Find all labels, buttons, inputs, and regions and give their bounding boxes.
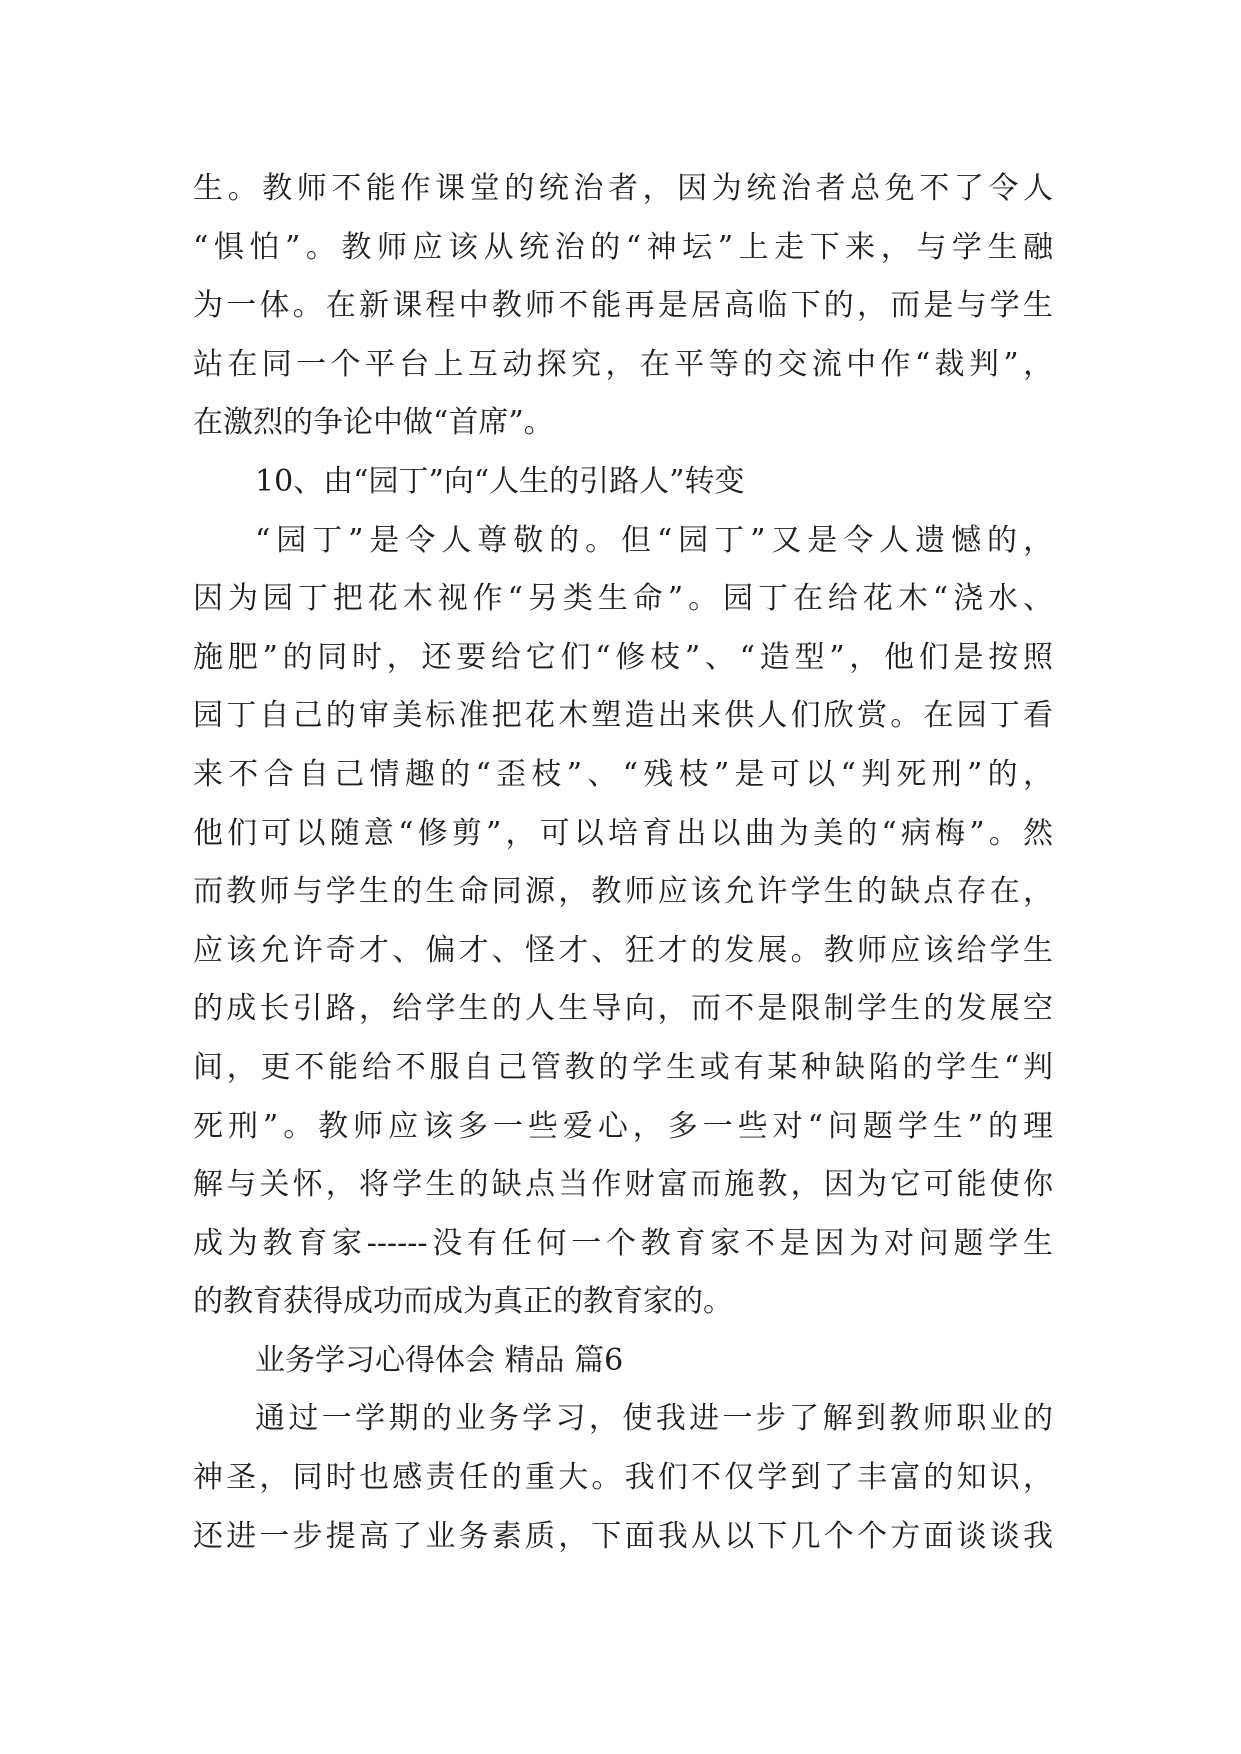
text-line: 应该允许奇才、偏才、怪才、狂才的发展。教师应该给学生 <box>193 932 1053 968</box>
text-line: 通过一学期的业务学习，使我进一步了解到教师职业的 <box>255 1401 1053 1437</box>
text-line: 的教育获得成功而成为真正的教育家的。 <box>193 1284 733 1320</box>
text-line: 因为园丁把花木视作“另类生命”。园丁在给花木“浇水、 <box>193 581 1053 617</box>
text-line: 站在同一个平台上互动探究，在平等的交流中作“裁判”， <box>193 346 1053 382</box>
text-line: 的成长引路，给学生的人生导向，而不是限制学生的发展空 <box>193 991 1053 1027</box>
text-line: 死刑”。教师应该多一些爱心，多一些对“问题学生”的理 <box>193 1108 1053 1144</box>
text-line: 成为教育家------没有任何一个教育家不是因为对问题学生 <box>193 1225 1053 1261</box>
text-line: 施肥”的同时，还要给它们“修枝”、“造型”，他们是按照 <box>193 639 1053 675</box>
section-heading: 10、由“园丁”向“人生的引路人”转变 <box>255 463 745 499</box>
text-line: 神圣，同时也感责任的重大。我们不仅学到了丰富的知识， <box>193 1460 1053 1496</box>
text-line: 为一体。在新课程中教师不能再是居高临下的，而是与学生 <box>193 288 1053 324</box>
document-body <box>193 160 1053 1566</box>
text-line: “惧怕”。教师应该从统治的“神坛”上走下来，与学生融 <box>193 229 1053 265</box>
text-line: 园丁自己的审美标准把花木塑造出来供人们欣赏。在园丁看 <box>193 698 1053 734</box>
text-line: 他们可以随意“修剪”，可以培育出以曲为美的“病梅”。然 <box>193 815 1053 851</box>
text-line: 而教师与学生的生命同源，教师应该允许学生的缺点存在， <box>193 874 1053 910</box>
text-line: 生。教师不能作课堂的统治者，因为统治者总免不了令人 <box>193 171 1053 206</box>
text-line: “园丁”是令人尊敬的。但“园丁”又是令人遗憾的， <box>255 522 1053 558</box>
text-line: 在激烈的争论中做“首席”。 <box>193 405 554 441</box>
text-line: 间，更不能给不服自己管教的学生或有某种缺陷的学生“判 <box>193 1049 1053 1085</box>
text-line: 来不合自己情趣的“歪枝”、“残枝”是可以“判死刑”的， <box>193 756 1053 792</box>
text-line: 解与关怀，将学生的缺点当作财富而施教，因为它可能使你 <box>193 1167 1053 1203</box>
text-line: 还进一步提高了业务素质，下面我从以下几个个方面谈谈我 <box>193 1518 1053 1554</box>
section-heading: 业务学习心得体会 精品 篇6 <box>255 1342 624 1378</box>
